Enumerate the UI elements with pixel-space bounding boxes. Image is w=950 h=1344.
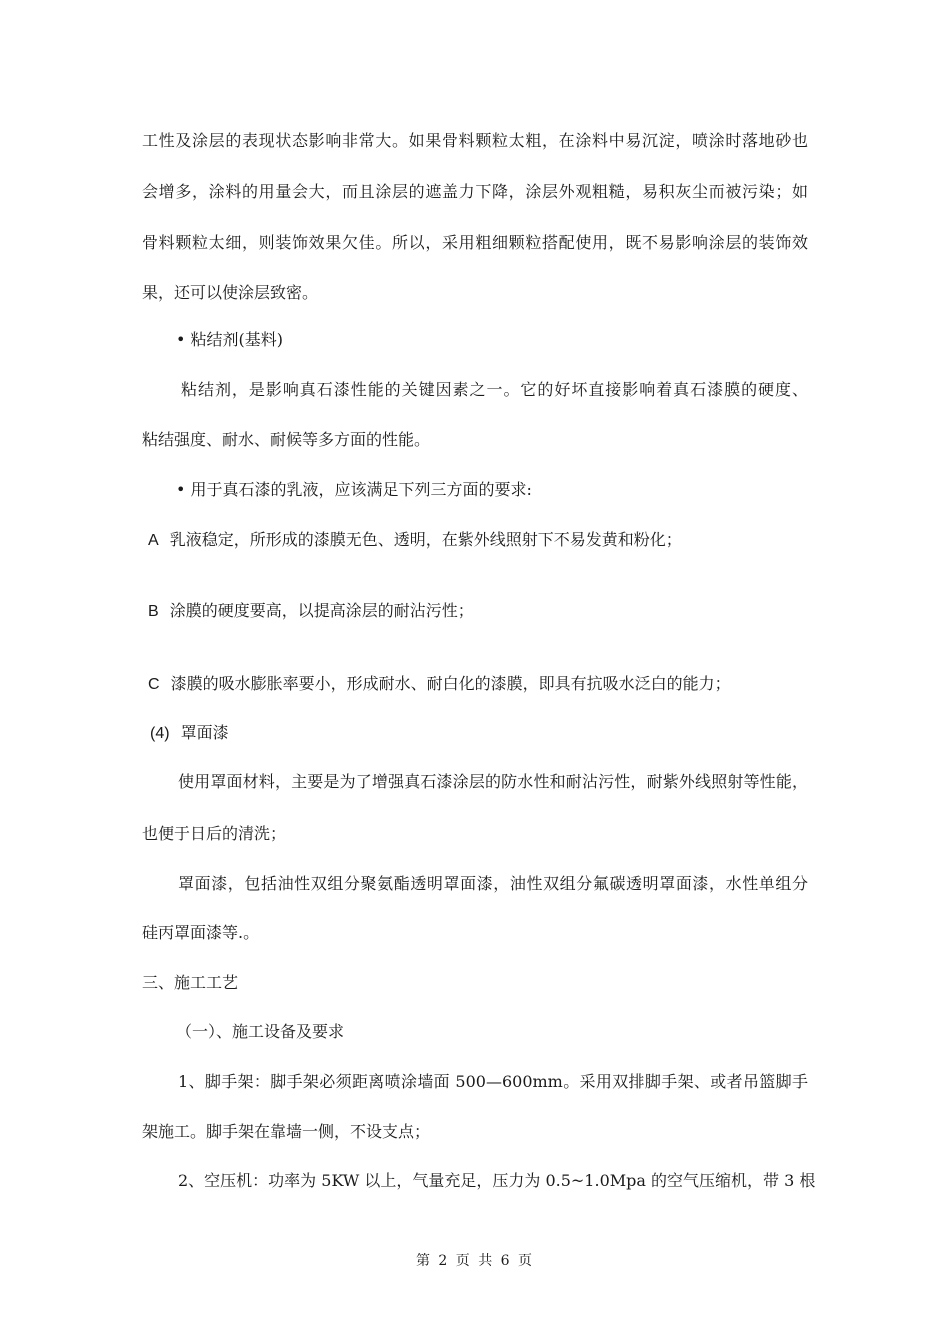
bullet-heading-binder: • 粘结剂(基料): [176, 330, 284, 349]
requirement-text: 乳液稳定，所形成的漆膜无色、透明，在紫外线照射下不易发黄和粉化；: [169, 530, 682, 549]
subsection-heading-equipment: （一）、施工设备及要求: [176, 1022, 345, 1041]
paragraph-line: 也便于日后的清洗；: [142, 824, 287, 843]
requirement-text: 漆膜的吸水膨胀率要小，形成耐水、耐白化的漆膜，即具有抗吸水泛白的能力；: [170, 674, 731, 693]
section-number: (4): [150, 725, 170, 742]
page-number-footer: 第 2 页 共 6 页: [415, 1253, 535, 1269]
requirement-letter: A: [148, 532, 159, 549]
section-heading-construction: 三、施工工艺: [142, 973, 239, 992]
requirement-letter: C: [148, 676, 160, 693]
bullet-heading-emulsion: • 用于真石漆的乳液，应该满足下列三方面的要求:: [176, 480, 532, 499]
requirement-item: [148, 674, 731, 695]
requirement-text: 涂膜的硬度要高，以提高涂层的耐沾污性；: [169, 601, 474, 620]
list-item-scaffold: 1、脚手架：脚手架必须距离喷涂墙面 500—600mm。采用双排脚手架、或者吊篮脚手: [178, 1072, 808, 1091]
list-item-compressor: 2、空压机：功率为 5KW 以上，气量充足，压力为 0.5~1.0Mpa 的空气压缩机，带 3 根: [178, 1171, 816, 1190]
requirement-item: [148, 601, 474, 622]
requirement-letter: B: [148, 603, 159, 620]
requirement-item: [148, 530, 682, 551]
paragraph-line: 果，还可以使涂层致密。: [142, 283, 319, 302]
section-title: 罩面漆: [180, 723, 229, 742]
paragraph-line: 会增多，涂料的用量会大，而且涂层的遮盖力下降，涂层外观粗糙，易积灰尘而被污染；如: [142, 182, 808, 201]
paragraph-line: 工性及涂层的表现状态影响非常大。如果骨料颗粒太粗，在涂料中易沉淀，喷涂时落地砂也: [142, 131, 808, 150]
list-item-scaffold: 架施工。脚手架在靠墙一侧，不设支点；: [142, 1122, 431, 1141]
paragraph-line: 粘结强度、耐水、耐候等多方面的性能。: [142, 430, 431, 449]
paragraph-line: 罩面漆，包括油性双组分聚氨酯透明罩面漆，油性双组分氟碳透明罩面漆，水性单组分: [178, 874, 808, 893]
paragraph-line: 使用罩面材料，主要是为了增强真石漆涂层的防水性和耐沾污性，耐紫外线照射等性能，: [178, 772, 808, 791]
section-heading-topcoat: [150, 723, 229, 744]
paragraph-line: 粘结剂，是影响真石漆性能的关键因素之一。它的好坏直接影响着真石漆膜的硬度、: [181, 380, 808, 399]
paragraph-line: 硅丙罩面漆等.。: [142, 923, 260, 942]
paragraph-line: 骨料颗粒太细，则装饰效果欠佳。所以，采用粗细颗粒搭配使用，既不易影响涂层的装饰效: [142, 233, 808, 252]
